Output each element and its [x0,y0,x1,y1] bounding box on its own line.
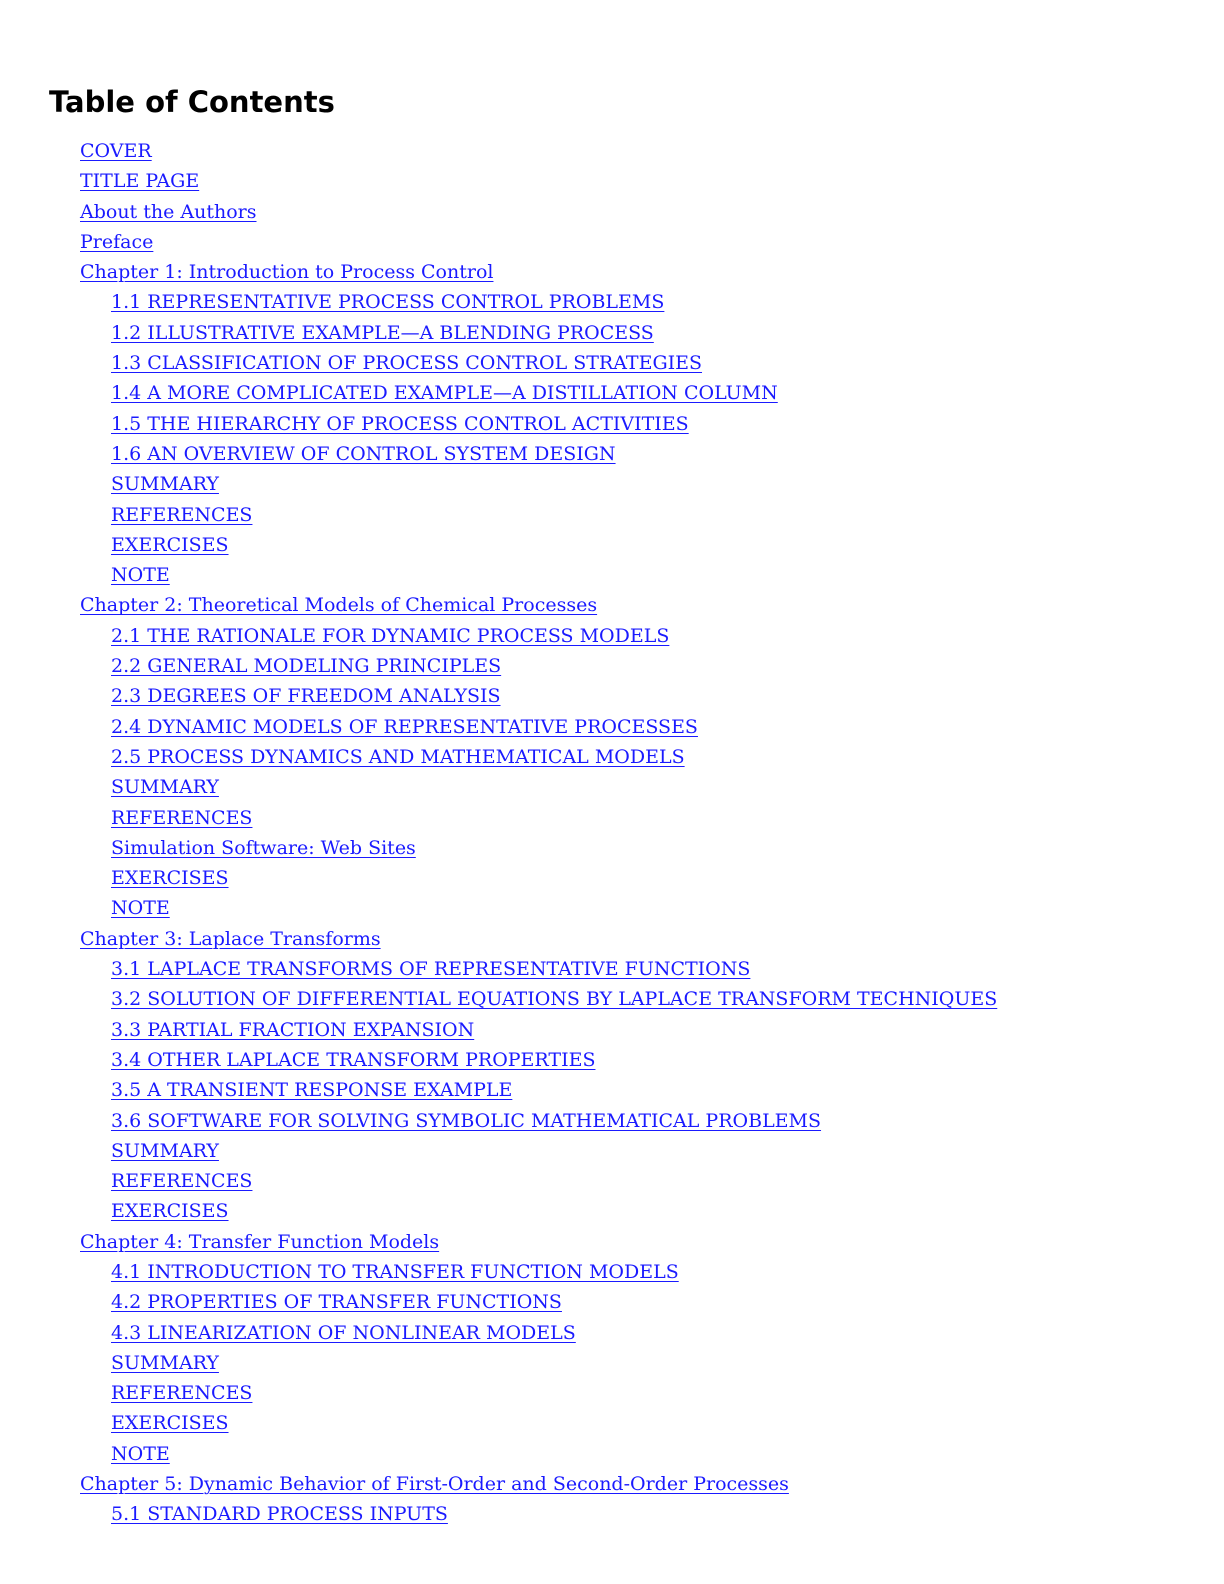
toc-entry-section [0,1287,1224,1317]
toc-entry-section [0,1318,1224,1348]
toc-link[interactable]: About the Authors [80,200,257,223]
toc-entry-section [0,651,1224,681]
toc-link[interactable]: 3.3 PARTIAL FRACTION EXPANSION [111,1018,475,1041]
toc-link[interactable]: SUMMARY [111,1139,219,1162]
toc-entry-section [0,409,1224,439]
toc-link[interactable]: REFERENCES [111,1382,253,1405]
toc-entry-section [0,772,1224,802]
toc-link[interactable]: EXERCISES [111,1412,229,1435]
toc-entry-section [0,984,1224,1014]
toc-link[interactable]: EXERCISES [111,1200,229,1223]
toc-entry-section [0,1499,1224,1529]
toc-link[interactable]: 3.5 A TRANSIENT RESPONSE EXAMPLE [111,1079,513,1102]
toc-link[interactable]: 1.1 REPRESENTATIVE PROCESS CONTROL PROBLEMS [111,291,665,314]
toc-link[interactable]: 1.3 CLASSIFICATION OF PROCESS CONTROL STRATEGIES [111,352,703,375]
toc-entry-section [0,469,1224,499]
toc-entry-section [0,1136,1224,1166]
toc-link[interactable]: 4.2 PROPERTIES OF TRANSFER FUNCTIONS [111,1291,562,1314]
toc-link[interactable]: NOTE [111,897,170,920]
toc-link[interactable]: 3.4 OTHER LAPLACE TRANSFORM PROPERTIES [111,1048,596,1071]
toc-entry-section [0,500,1224,530]
toc-link[interactable]: REFERENCES [111,1170,253,1193]
toc-link[interactable]: 2.1 THE RATIONALE FOR DYNAMIC PROCESS MODELS [111,624,670,647]
toc-link[interactable]: NOTE [111,564,170,587]
toc-entry-section [0,1439,1224,1469]
toc-link[interactable]: 1.5 THE HIERARCHY OF PROCESS CONTROL ACTIVITIES [111,412,689,435]
toc-link[interactable]: 4.1 INTRODUCTION TO TRANSFER FUNCTION MODELS [111,1260,679,1283]
toc-link[interactable]: Chapter 2: Theoretical Models of Chemical Processes [80,594,598,617]
toc-link[interactable]: REFERENCES [111,806,253,829]
toc-entry-chapter [0,590,1224,620]
toc-entry-chapter [0,1469,1224,1499]
toc-entry-section [0,287,1224,317]
toc-entry-chapter [0,197,1224,227]
toc-entry-section [0,893,1224,923]
table-of-contents [0,136,1224,1530]
toc-link[interactable]: 4.3 LINEARIZATION OF NONLINEAR MODELS [111,1321,576,1344]
page-title: Table of Contents [49,85,335,119]
toc-entry-section [0,681,1224,711]
toc-entry-chapter [0,1227,1224,1257]
toc-link[interactable]: 1.6 AN OVERVIEW OF CONTROL SYSTEM DESIGN [111,442,616,465]
toc-link[interactable]: 3.1 LAPLACE TRANSFORMS OF REPRESENTATIVE FUNCTIONS [111,958,751,981]
toc-link[interactable]: 2.4 DYNAMIC MODELS OF REPRESENTATIVE PROCESSES [111,715,698,738]
toc-entry-section [0,439,1224,469]
toc-link[interactable]: SUMMARY [111,776,219,799]
toc-entry-chapter [0,257,1224,287]
toc-entry-section [0,1408,1224,1438]
toc-link[interactable]: Chapter 3: Laplace Transforms [80,927,381,950]
toc-entry-section [0,378,1224,408]
toc-entry-section [0,1166,1224,1196]
toc-link[interactable]: EXERCISES [111,867,229,890]
toc-entry-section [0,1196,1224,1226]
toc-entry-chapter [0,227,1224,257]
toc-entry-section [0,318,1224,348]
toc-entry-section [0,621,1224,651]
toc-link[interactable]: 2.2 GENERAL MODELING PRINCIPLES [111,655,502,678]
toc-entry-chapter [0,166,1224,196]
toc-link[interactable]: 2.5 PROCESS DYNAMICS AND MATHEMATICAL MODELS [111,745,685,768]
toc-entry-section [0,1257,1224,1287]
toc-entry-chapter [0,924,1224,954]
toc-link[interactable]: COVER [80,140,152,162]
toc-entry-section [0,1106,1224,1136]
toc-entry-section [0,954,1224,984]
toc-link[interactable]: Chapter 4: Transfer Function Models [80,1230,440,1253]
toc-link[interactable]: 3.6 SOFTWARE FOR SOLVING SYMBOLIC MATHEMATICAL PROBLEMS [111,1109,822,1132]
toc-entry-section [0,530,1224,560]
toc-link[interactable]: 3.2 SOLUTION OF DIFFERENTIAL EQUATIONS BY LAPLACE TRANSFORM TECHNIQUES [111,988,998,1011]
toc-link[interactable]: TITLE PAGE [80,170,200,193]
toc-entry-section [0,1348,1224,1378]
toc-link[interactable]: NOTE [111,1442,170,1465]
toc-link[interactable]: 1.2 ILLUSTRATIVE EXAMPLE—A BLENDING PROCESS [111,321,654,344]
toc-entry-section [0,712,1224,742]
toc-entry-chapter [0,136,1224,166]
toc-entry-section [0,1075,1224,1105]
toc-entry-section [0,833,1224,863]
toc-entry-section [0,803,1224,833]
toc-link[interactable]: EXERCISES [111,533,229,556]
toc-entry-section [0,1378,1224,1408]
toc-link[interactable]: Chapter 1: Introduction to Process Control [80,261,494,284]
toc-link[interactable]: 2.3 DEGREES OF FREEDOM ANALYSIS [111,685,501,708]
toc-link[interactable]: 1.4 A MORE COMPLICATED EXAMPLE—A DISTILLATION COLUMN [111,382,778,405]
toc-link[interactable]: 5.1 STANDARD PROCESS INPUTS [111,1503,448,1526]
toc-link[interactable]: REFERENCES [111,503,253,526]
toc-link[interactable]: SUMMARY [111,473,219,496]
toc-entry-section [0,742,1224,772]
toc-link[interactable]: SUMMARY [111,1351,219,1374]
toc-link[interactable]: Simulation Software: Web Sites [111,836,416,859]
toc-entry-section [0,1045,1224,1075]
toc-link[interactable]: Preface [80,230,154,253]
toc-entry-section [0,863,1224,893]
toc-link[interactable]: Chapter 5: Dynamic Behavior of First-Order and Second-Order Processes [80,1473,789,1496]
toc-entry-section [0,348,1224,378]
toc-entry-section [0,1015,1224,1045]
toc-entry-section [0,560,1224,590]
